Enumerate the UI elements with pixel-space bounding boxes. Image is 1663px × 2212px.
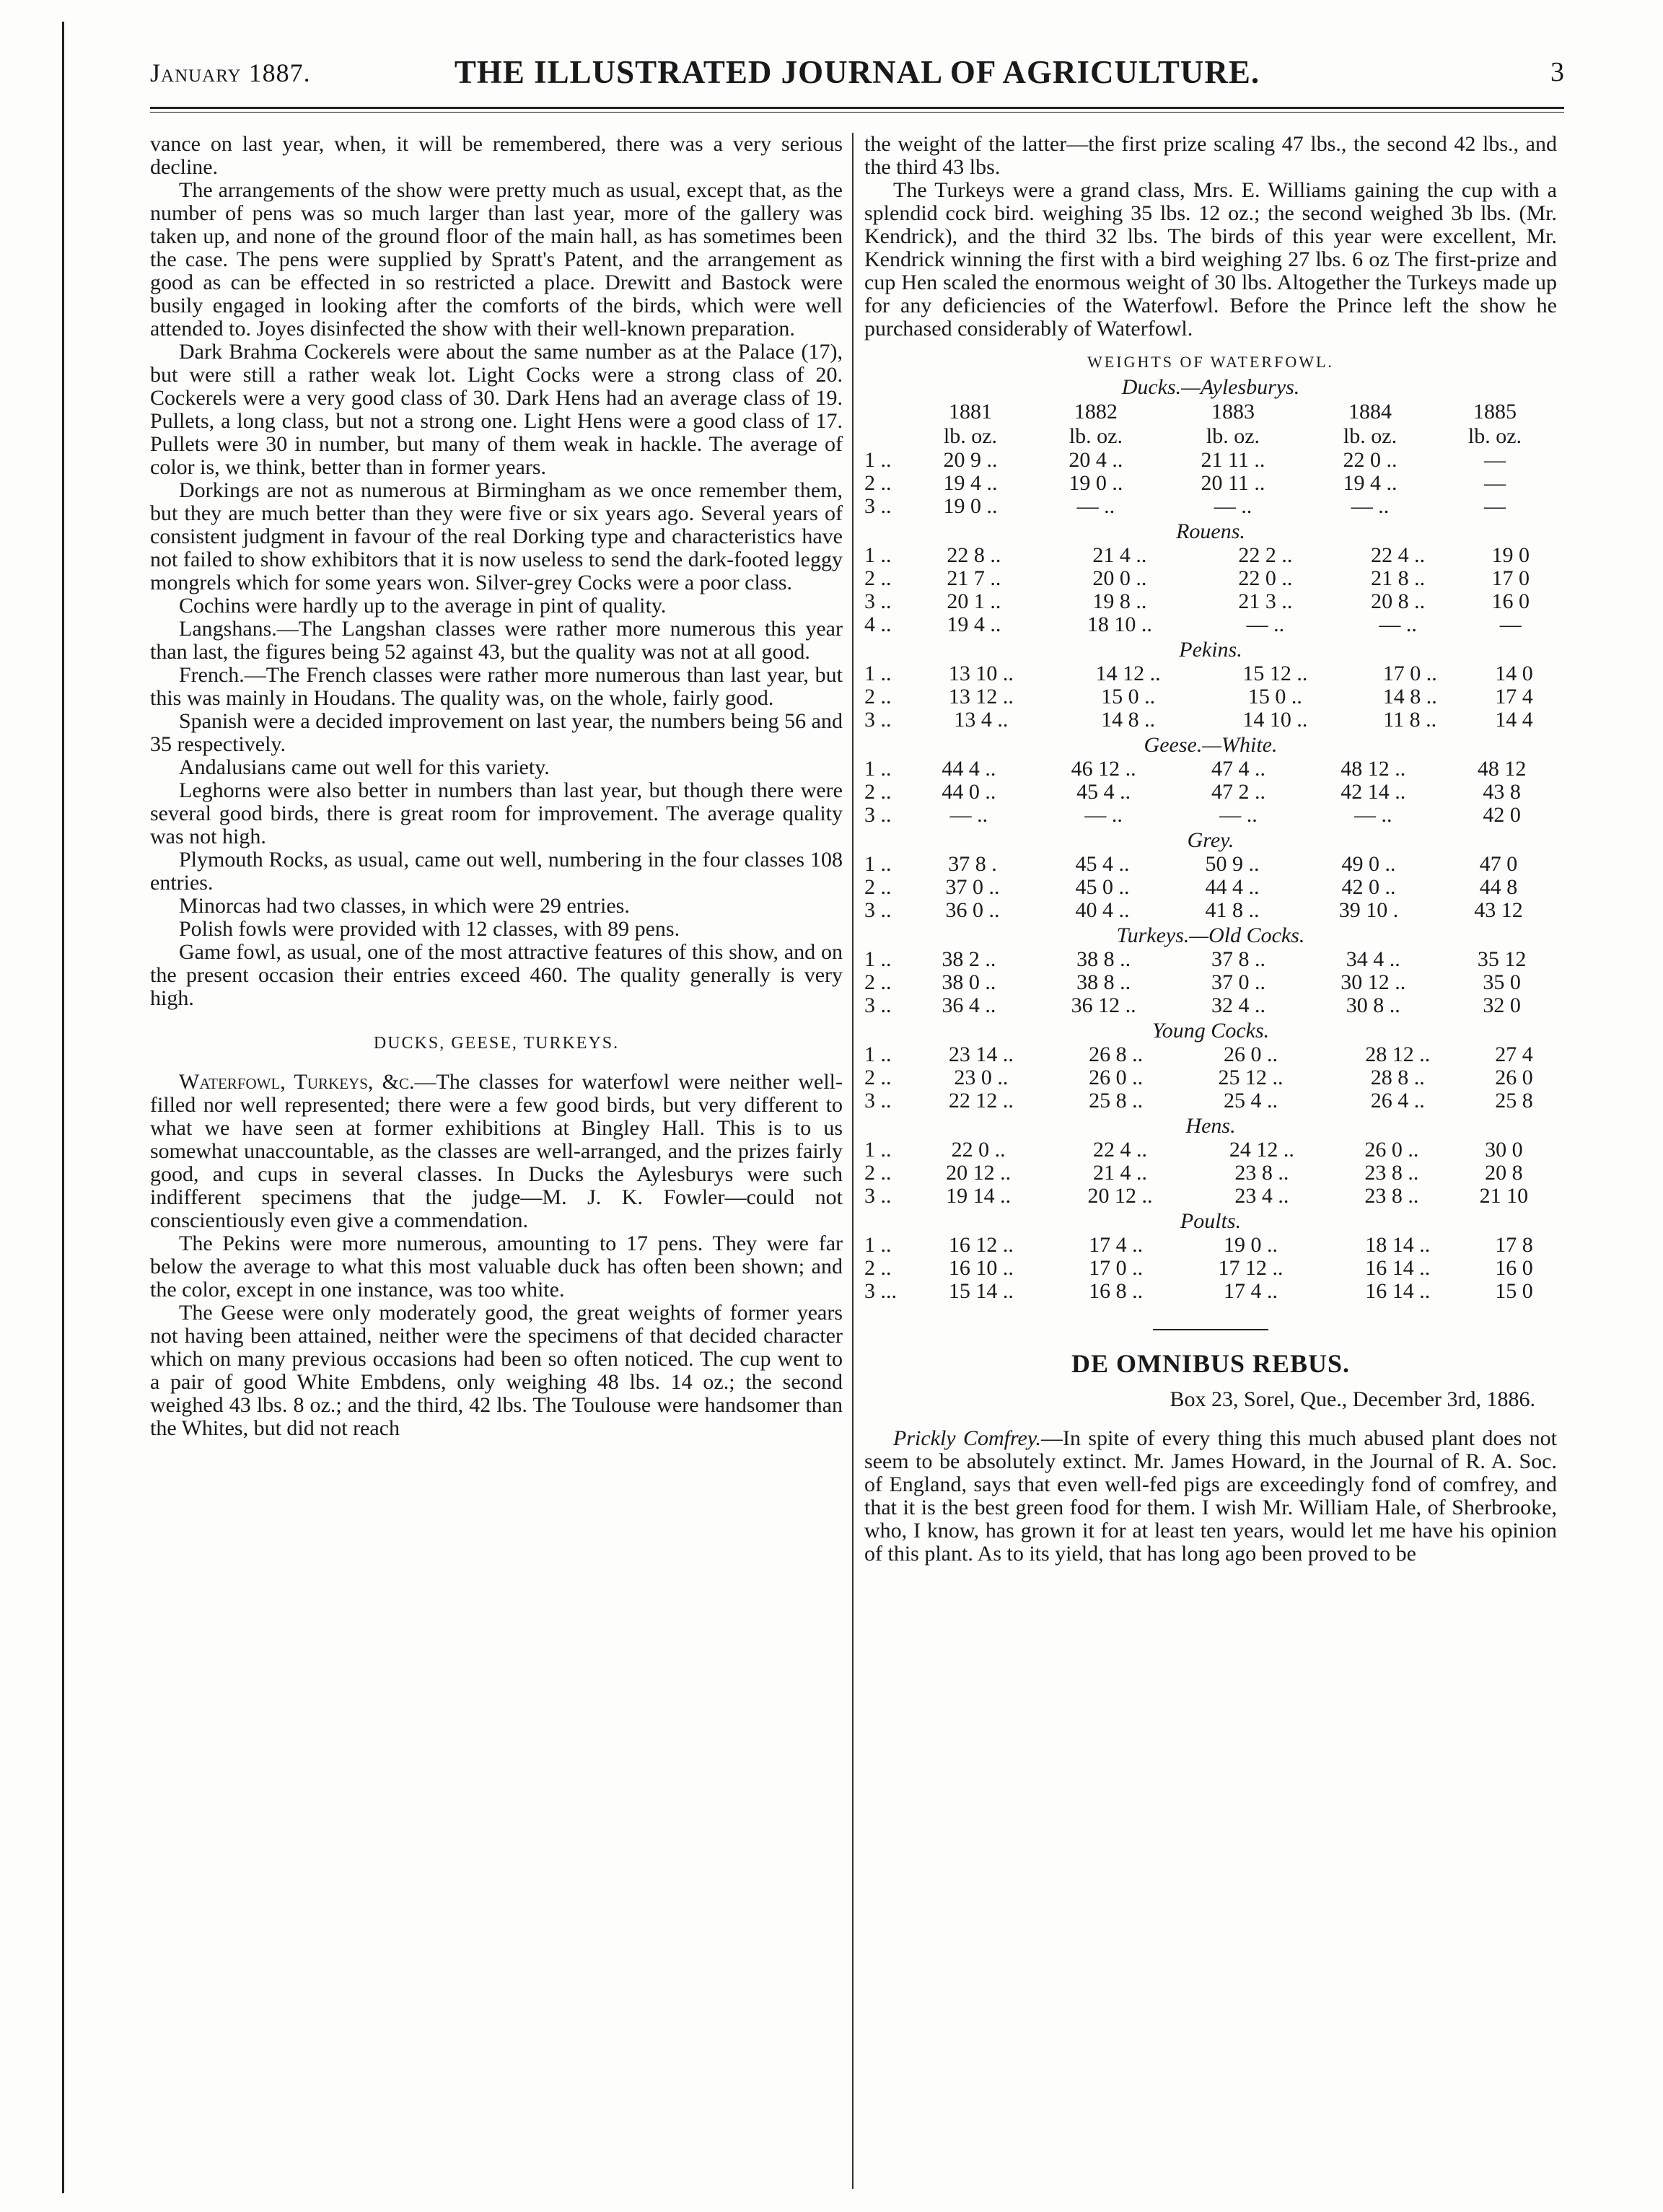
year-header-row — [864, 400, 1557, 424]
weight-cell: 26 0 — [1495, 1066, 1533, 1089]
table-row — [864, 685, 1557, 708]
weight-cell: 26 0 .. — [1364, 1138, 1419, 1162]
table-section-heading: Pekins. — [1179, 638, 1242, 662]
ducks-geese-turkeys-subhead: DUCKS, GEESE, TURKEYS. — [373, 1034, 620, 1053]
table-row — [864, 1185, 1557, 1208]
weight-cell: 48 12 .. — [1341, 757, 1406, 781]
table-row — [864, 1066, 1557, 1089]
weight-cell: 28 8 .. — [1370, 1066, 1425, 1089]
weight-cell: 14 8 .. — [1101, 708, 1156, 732]
table-row — [864, 948, 1557, 971]
rank-cell: 3 .. — [864, 1184, 892, 1208]
weights-table-title: WEIGHTS OF WATERFOWL. — [1087, 353, 1334, 371]
body-paragraph: Spanish were a decided improvement on last year, the numbers being 56 and 35 respectively. — [150, 709, 843, 756]
weight-cell: 42 0 — [1483, 803, 1521, 827]
left-paragraphs — [150, 133, 843, 1010]
table-section — [864, 544, 1557, 636]
weight-cell: 43 12 — [1474, 898, 1523, 922]
weight-cell: 14 4 — [1495, 708, 1533, 732]
table-section-heading: Grey. — [1187, 828, 1234, 852]
body-paragraph: the weight of the latter—the first prize scaling 47 lbs., the second 42 lbs., and the third 43 lbs. — [864, 132, 1557, 179]
weight-cell: 49 0 .. — [1341, 852, 1396, 876]
weight-cell: — .. — [1214, 494, 1252, 518]
weight-cell: 39 10 . — [1338, 898, 1399, 922]
body-paragraph: Andalusians came out well for this variety. — [179, 755, 550, 779]
comfrey-paragraph — [864, 1427, 1557, 1566]
weight-cell: 21 4 .. — [1093, 1161, 1148, 1185]
weight-cell: 30 12 .. — [1341, 970, 1406, 994]
weight-cell: 28 12 .. — [1365, 1043, 1431, 1066]
unit-header: lb. oz. — [1069, 424, 1123, 448]
unit-header: lb. oz. — [1206, 424, 1260, 448]
rank-cell: 2 .. — [864, 1066, 892, 1089]
table-section-heading: Geese.—White. — [1144, 733, 1278, 757]
weight-cell: 36 12 .. — [1071, 993, 1136, 1017]
page-number: 3 — [1550, 57, 1564, 87]
body-paragraph: The arrangements of the show were pretty much as usual, except that, as the number of pens was so much larger than last year, more of the gallery was taken up, and none of the ground floor of the main hall, as has sometimes been the case. The pens were supplied by Spratt's Patent, and the arrangement as good as can be effected in so restricted a place. Drewitt and Bastock were busily engaged in looking after the comforts of the birds, which were well attended to. Joyes disinfected the show with their well-known preparation. — [150, 178, 843, 341]
weight-cell: 20 4 .. — [1069, 448, 1123, 472]
rank-cell: 1 .. — [864, 852, 892, 876]
de-omnibus-rebus-title: DE OMNIBUS REBUS. — [1071, 1349, 1351, 1378]
weight-cell: 34 4 .. — [1346, 947, 1400, 971]
rank-cell: 1 .. — [864, 1233, 892, 1257]
year-header: 1885 — [1473, 400, 1517, 423]
weight-cell: 17 4 .. — [1223, 1279, 1278, 1303]
weight-cell: 15 0 .. — [1101, 685, 1156, 708]
weight-cell: 45 4 .. — [1076, 780, 1131, 804]
table-row — [864, 853, 1557, 876]
weight-cell: 13 12 .. — [948, 685, 1014, 708]
rank-cell: 1 .. — [864, 662, 892, 685]
weight-cell: 14 0 — [1495, 662, 1533, 685]
weight-cell: 38 8 .. — [1076, 947, 1131, 971]
weight-cell: 22 4 .. — [1093, 1138, 1148, 1162]
rank-cell: 2 .. — [864, 780, 892, 804]
table-section — [864, 1043, 1557, 1112]
weight-cell: 23 4 .. — [1234, 1184, 1289, 1208]
weight-cell: — .. — [1076, 494, 1115, 518]
table-row — [864, 472, 1557, 495]
weight-cell: 44 0 .. — [942, 780, 996, 804]
weight-cell: 38 2 .. — [942, 947, 996, 971]
weight-cell: 26 0 .. — [1223, 1043, 1278, 1066]
weight-cell: 17 0 .. — [1382, 662, 1437, 685]
weight-cell: 22 2 .. — [1238, 543, 1293, 567]
table-section — [864, 1138, 1557, 1208]
table-section — [864, 1234, 1557, 1303]
rank-cell: 2 .. — [864, 471, 892, 495]
left-column — [150, 133, 843, 1440]
weight-cell: 22 0 .. — [1343, 448, 1397, 472]
rank-cell: 2 .. — [864, 1256, 892, 1280]
weight-cell: 36 0 .. — [945, 898, 1000, 922]
weight-cell: 36 4 .. — [942, 993, 996, 1017]
weight-cell: 16 12 .. — [948, 1233, 1014, 1257]
weight-cell: 19 4 .. — [943, 471, 998, 495]
body-paragraph: French.—The French classes were rather more numerous than last year, but this was mainly in Houdans. The quality was, on the whole, fairly good. — [150, 663, 843, 710]
weight-cell: 22 0 .. — [951, 1138, 1006, 1162]
weight-cell: 27 4 — [1495, 1043, 1533, 1066]
weight-cell: 14 8 .. — [1382, 685, 1437, 708]
table-row — [864, 1162, 1557, 1185]
rank-cell: 2 .. — [864, 970, 892, 994]
body-paragraph: Game fowl, as usual, one of the most attractive features of this show, and on the present occasion their entries exceed 460. The quality generally is very high. — [150, 940, 843, 1010]
header-rule — [150, 107, 1564, 113]
table-section — [864, 948, 1557, 1017]
weight-cell: 11 8 .. — [1383, 708, 1437, 732]
weight-cell: — — [1483, 494, 1506, 518]
table-section — [864, 662, 1557, 732]
weight-cell: — .. — [949, 803, 988, 827]
table-row — [864, 899, 1557, 922]
table-row — [864, 449, 1557, 472]
year-header: 1884 — [1348, 400, 1392, 423]
body-paragraph: Polish fowls were provided with 12 classes, with 89 pens. — [179, 917, 680, 941]
body-paragraph: The Pekins were more numerous, amounting to 17 pens. They were far below the average to what this most valuable duck has often been shown; and the color, except in one instance, was too white. — [150, 1232, 843, 1302]
weight-cell: 48 12 — [1477, 757, 1527, 781]
body-paragraph: vance on last year, when, it will be remembered, there was a very serious decline. — [150, 132, 843, 179]
weight-cell: 16 10 .. — [948, 1256, 1014, 1280]
weight-cell: 20 8 — [1485, 1161, 1523, 1185]
body-paragraph: Leghorns were also better in numbers than last year, but though there were several good birds, there is great room for improvement. The average quality was not high. — [150, 778, 843, 848]
table-section-heading: Young Cocks. — [1151, 1019, 1270, 1043]
weight-cell: 15 0 .. — [1247, 685, 1302, 708]
rank-cell: 3 .. — [864, 494, 892, 518]
rank-cell: 1 .. — [864, 1043, 892, 1066]
weight-cell: 17 8 — [1495, 1233, 1533, 1257]
weight-cell: 37 8 .. — [1211, 947, 1265, 971]
weight-cell: 23 14 .. — [948, 1043, 1014, 1066]
rank-cell: 3 .. — [864, 708, 892, 732]
weight-cell: 19 0 — [1491, 543, 1530, 567]
table-row — [864, 1089, 1557, 1112]
weight-cell: 20 8 .. — [1371, 589, 1426, 613]
section-separator — [1153, 1329, 1268, 1330]
rank-cell: 3 .. — [864, 589, 892, 613]
weight-cell: 30 8 .. — [1346, 993, 1400, 1017]
table-row — [864, 781, 1557, 804]
unit-header: lb. oz. — [1467, 424, 1522, 448]
unit-header-row — [864, 424, 1557, 449]
weight-cell: 26 4 .. — [1370, 1089, 1425, 1112]
weight-cell: 35 12 — [1477, 947, 1527, 971]
weight-cell: 18 10 .. — [1087, 613, 1152, 636]
rank-cell: 1 .. — [864, 543, 892, 567]
weights-of-waterfowl-table — [864, 375, 1557, 1303]
weight-cell: 25 4 .. — [1223, 1089, 1278, 1112]
year-header: 1882 — [1074, 400, 1118, 423]
weight-cell: 32 0 — [1483, 993, 1521, 1017]
weight-cell: — — [1483, 448, 1506, 472]
column-divider — [852, 133, 854, 2189]
weight-cell: 21 11 .. — [1201, 448, 1265, 472]
weight-cell: 20 12 .. — [946, 1161, 1012, 1185]
weight-cell: 16 0 — [1495, 1256, 1533, 1280]
weight-cell: 17 4 — [1495, 685, 1533, 708]
weight-cell: 42 0 .. — [1341, 875, 1396, 899]
table-row — [864, 971, 1557, 994]
weight-cell: 20 0 .. — [1092, 566, 1147, 590]
table-section-heading: Poults. — [1180, 1209, 1242, 1233]
weight-cell: 18 14 .. — [1365, 1233, 1431, 1257]
comfrey-lead: Prickly Comfrey. — [893, 1426, 1042, 1450]
weight-cell: 44 4 .. — [942, 757, 996, 781]
margin-rule — [62, 22, 64, 2193]
blank-cell — [864, 424, 908, 449]
year-header: 1881 — [948, 400, 992, 423]
table-row — [864, 662, 1557, 685]
table-section — [864, 400, 1557, 518]
weight-cell: 19 14 .. — [946, 1184, 1012, 1208]
weight-cell: 42 14 .. — [1341, 780, 1406, 804]
table-row — [864, 567, 1557, 590]
weight-cell: — .. — [1246, 613, 1285, 636]
weight-cell: 25 8 .. — [1089, 1089, 1144, 1112]
waterfowl-paragraph — [150, 1071, 843, 1232]
body-paragraph: Dark Brahma Cockerels were about the same number as at the Palace (17), but were still a rather weak lot. Light Cocks were a strong class of 20. Cockerels were a very good class of 30. Dark Hens had an average class of 19. Pullets, a long class, but not a strong one. Light Hens were a good class of 17. Pullets were 30 in number, but many of them weak in hackle. The average of color is, we think, better than in former years. — [150, 340, 843, 479]
weight-cell: 22 4 .. — [1371, 543, 1426, 567]
weight-cell: 21 3 .. — [1238, 589, 1293, 613]
weight-cell: 13 4 .. — [954, 708, 1009, 732]
weight-cell: 38 0 .. — [942, 970, 996, 994]
weight-cell: 19 0 .. — [1069, 471, 1123, 495]
weight-cell: 22 0 .. — [1238, 566, 1293, 590]
weight-cell: 14 12 .. — [1095, 662, 1161, 685]
weight-cell: 23 8 .. — [1364, 1161, 1419, 1185]
weight-cell: 16 14 .. — [1365, 1256, 1431, 1280]
weight-cell: 20 1 .. — [947, 589, 1001, 613]
body-paragraph: The Turkeys were a grand class, Mrs. E. Williams gaining the cup with a splendid cock bird. weighing 35 lbs. 12 oz.; the second weighed 3b lbs. (Mr. Kendrick), and the third 32 lbs. The birds of this year were excellent, Mr. Kendrick winning the first with a bird weighing 27 lbs. 6 oz The first-prize and cup Hen scaled the enormous weight of 30 lbs. Altogether the Turkeys made up for any deficiencies of the Waterfowl. Before the Prince left the show he purchased considerably of Waterfowl. — [864, 178, 1557, 341]
weight-cell: 41 8 .. — [1205, 898, 1260, 922]
rank-cell: 3 .. — [864, 803, 892, 827]
weight-cell: 32 4 .. — [1211, 993, 1265, 1017]
table-section-heading: Turkeys.—Old Cocks. — [1116, 923, 1305, 947]
weight-cell: 35 0 — [1483, 970, 1521, 994]
weight-cell: 16 8 .. — [1089, 1279, 1144, 1303]
weight-cell: 23 8 .. — [1234, 1161, 1289, 1185]
weight-cell: 21 8 .. — [1371, 566, 1426, 590]
body-paragraph: The Geese were only moderately good, the great weights of former years not having been attained, neither were the specimens of that decided character which on many previous occasions had been so often noticed. The cup went to a pair of good White Embdens, only weighing 48 lbs. 14 oz.; the second weighed 43 lbs. 8 oz.; and the third, 42 lbs. The Toulouse were handsomer than the Whites, but did not reach — [150, 1301, 843, 1440]
weight-cell: 23 8 .. — [1364, 1184, 1419, 1208]
weight-cell: — .. — [1379, 613, 1417, 636]
weight-cell: 44 4 .. — [1205, 875, 1260, 899]
weight-cell: 15 0 — [1495, 1279, 1533, 1303]
table-section — [864, 758, 1557, 827]
weight-cell: — .. — [1353, 803, 1392, 827]
weight-cell: 40 4 .. — [1075, 898, 1130, 922]
journal-title: THE ILLUSTRATED JOURNAL OF AGRICULTURE. — [454, 54, 1260, 90]
table-row — [864, 708, 1557, 732]
rank-cell: 2 .. — [864, 1161, 892, 1185]
weight-cell: 37 0 .. — [1211, 970, 1265, 994]
weight-cell: 45 4 .. — [1075, 852, 1130, 876]
right-column — [864, 133, 1557, 1566]
weight-cell: — .. — [1351, 494, 1390, 518]
rank-cell: 3 .. — [864, 993, 892, 1017]
weight-cell: 19 8 .. — [1092, 589, 1147, 613]
letter-dateline: Box 23, Sorel, Que., December 3rd, 1886. — [1170, 1387, 1535, 1411]
table-row — [864, 544, 1557, 567]
rank-cell: 2 .. — [864, 685, 892, 708]
weight-cell: — .. — [1084, 803, 1123, 827]
table-row — [864, 613, 1557, 636]
waterfowl-text: —The classes for waterfowl were neither well-filled nor well represented; there were a few good birds, but very different to what we have seen at former exhibitions at Bingley Hall. This is to us somewhat unaccountable, as the classes are well-arranged, and the prizes fairly good, and cups in several classes. In Ducks the Aylesburys were such indifferent specimens that the judge—M. J. K. Fowler—could not conscientiously even give a commendation. — [150, 1070, 843, 1232]
weight-cell: 46 12 .. — [1071, 757, 1136, 781]
weight-cell: 37 0 .. — [945, 875, 1000, 899]
weight-cell: 44 8 — [1479, 875, 1518, 899]
comfrey-text: —In spite of every thing this much abused plant does not seem to be absolutely extinct. Mr. James Howard, in the Journal of R. A. Soc. of England, says that even well-fed pigs are exceedingly fond of comfrey, and that it is the best green food for them. I wish Mr. William Hale, of Sherbrooke, who, I know, has grown it for at least ten years, would let me have his opinion of this plant. As to its yield, that has long ago been proved to be — [864, 1426, 1557, 1566]
rank-cell: 2 .. — [864, 875, 892, 899]
table-section-heading: Ducks.—Aylesburys. — [1121, 375, 1300, 399]
weight-cell: 20 9 .. — [943, 448, 998, 472]
body-paragraph: Langshans.—The Langshan classes were rather more numerous this year than last, the figures being 52 against 43, but the quality was not at all good. — [150, 617, 843, 664]
weight-cell: 45 0 .. — [1075, 875, 1130, 899]
weight-cell: 19 4 .. — [947, 613, 1001, 636]
weight-cell: — .. — [1219, 803, 1258, 827]
weight-cell: 26 8 .. — [1089, 1043, 1144, 1066]
weight-cell: 21 7 .. — [947, 566, 1001, 590]
table-row — [864, 1138, 1557, 1162]
weight-cell: — — [1483, 471, 1506, 495]
body-paragraph: Plymouth Rocks, as usual, came out well, numbering in the four classes 108 entries. — [150, 848, 843, 895]
weight-cell: 22 12 .. — [948, 1089, 1014, 1112]
weight-cell: 25 12 .. — [1218, 1066, 1284, 1089]
weight-cell: 30 0 — [1485, 1138, 1523, 1162]
header-date: January 1887. — [150, 58, 311, 87]
running-header — [150, 53, 1564, 104]
rank-cell: 1 .. — [864, 1138, 892, 1162]
weight-cell: 22 8 .. — [947, 543, 1001, 567]
table-row — [864, 1280, 1557, 1303]
body-paragraph: Minorcas had two classes, in which were 29 entries. — [179, 894, 630, 918]
rank-cell: 1 .. — [864, 448, 892, 472]
rank-cell: 3 .. — [864, 1089, 892, 1112]
weight-cell: 38 8 .. — [1076, 970, 1131, 994]
weight-cell: 21 4 .. — [1092, 543, 1147, 567]
body-paragraph: Cochins were hardly up to the average in pint of quality. — [179, 594, 667, 618]
table-row — [864, 758, 1557, 781]
weight-cell: 21 10 — [1479, 1184, 1529, 1208]
weight-cell: 20 11 .. — [1201, 471, 1265, 495]
table-row — [864, 495, 1557, 518]
weight-cell: 17 4 .. — [1089, 1233, 1144, 1257]
rank-cell: 3 .. — [864, 898, 892, 922]
table-row — [864, 1257, 1557, 1280]
weight-cell: — — [1499, 613, 1522, 636]
weight-cell: 47 4 .. — [1211, 757, 1265, 781]
weight-cell: 17 0 .. — [1089, 1256, 1144, 1280]
table-row — [864, 1043, 1557, 1066]
rank-cell: 3 ... — [864, 1279, 897, 1303]
table-row — [864, 876, 1557, 899]
rank-cell: 1 .. — [864, 947, 892, 971]
weight-cell: 17 0 — [1491, 566, 1530, 590]
rank-cell: 2 .. — [864, 566, 892, 590]
weight-cell: 19 4 .. — [1343, 471, 1397, 495]
weight-cell: 26 0 .. — [1089, 1066, 1144, 1089]
weight-cell: 15 12 .. — [1242, 662, 1308, 685]
weight-cell: 20 12 .. — [1087, 1184, 1153, 1208]
table-section-heading: Rouens. — [1176, 519, 1245, 543]
table-section — [864, 853, 1557, 922]
weight-cell: 50 9 .. — [1205, 852, 1260, 876]
unit-header: lb. oz. — [1343, 424, 1397, 448]
rank-cell: 1 .. — [864, 757, 892, 781]
table-row — [864, 994, 1557, 1017]
weight-cell: 17 12 .. — [1218, 1256, 1284, 1280]
rank-cell: 4 .. — [864, 613, 892, 636]
weight-cell: 19 0 .. — [1223, 1233, 1278, 1257]
weight-cell: 37 8 . — [948, 852, 997, 876]
weight-cell: 24 12 .. — [1229, 1138, 1294, 1162]
table-row — [864, 1234, 1557, 1257]
weight-cell: 43 8 — [1483, 780, 1521, 804]
weight-cell: 47 0 — [1479, 852, 1518, 876]
weight-cell: 13 10 .. — [948, 662, 1014, 685]
table-row — [864, 590, 1557, 613]
weight-cell: 23 0 .. — [954, 1066, 1009, 1089]
waterfowl-lead: Waterfowl, Turkeys, &c. — [179, 1070, 415, 1094]
weight-cell: 16 14 .. — [1365, 1279, 1431, 1303]
year-header: 1883 — [1211, 400, 1255, 423]
table-row — [864, 804, 1557, 827]
body-paragraph: Dorkings are not as numerous at Birmingham as we once remember them, but they are much better than they were five or six years ago. Several years of consistent judgment in favour of the real Dorking type and characteristics have not failed to show exhibitors that it is now useless to send the dark-footed leggy mongrels which for some years won. Silver-grey Cocks were a poor class. — [150, 478, 843, 594]
weight-cell: 16 0 — [1491, 589, 1530, 613]
weight-cell: 15 14 .. — [948, 1279, 1014, 1303]
blank-cell — [864, 400, 908, 424]
weight-cell: 47 2 .. — [1211, 780, 1265, 804]
unit-header: lb. oz. — [943, 424, 998, 448]
weight-cell: 14 10 .. — [1242, 708, 1308, 732]
table-section-heading: Hens. — [1185, 1114, 1236, 1138]
weight-cell: 19 0 .. — [943, 494, 998, 518]
weight-cell: 25 8 — [1495, 1089, 1533, 1112]
